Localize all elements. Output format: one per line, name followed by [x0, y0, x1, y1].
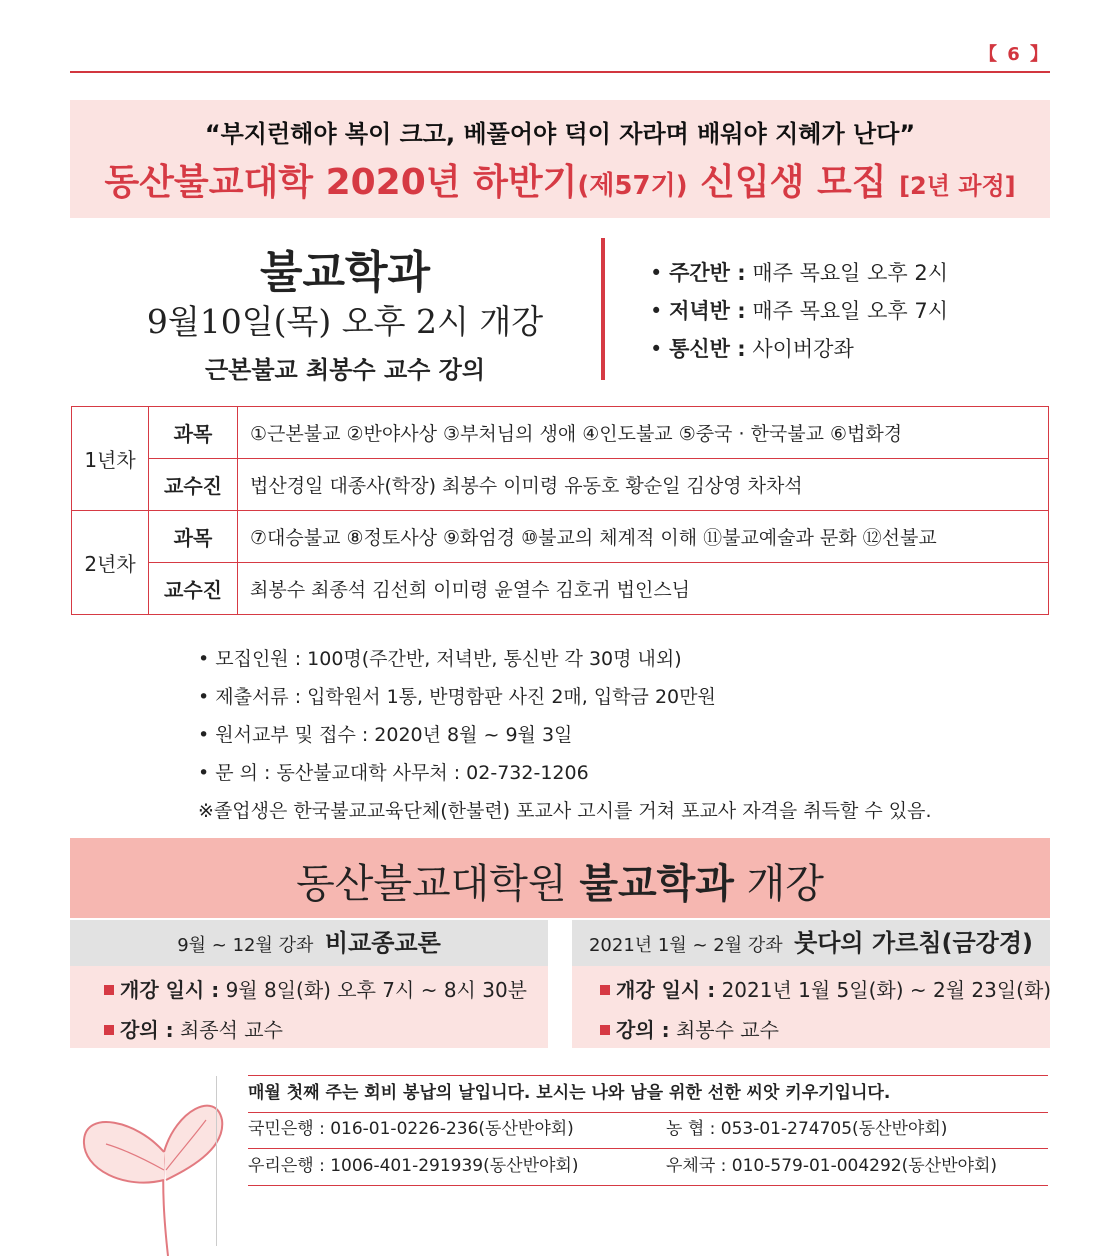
- lecture2-period: 2021년 1월 ~ 2월 강좌: [588, 935, 783, 956]
- top-divider: [70, 71, 1050, 73]
- bank-account-row: [248, 1149, 1048, 1186]
- faculty-label: 교수진: [149, 459, 238, 511]
- info-note: ※졸업생은 한국불교교육단체(한불련) 포교사 고시를 거쳐 포교사 자격을 취득할 수 있음.: [198, 800, 932, 822]
- vertical-divider: [601, 238, 605, 380]
- recruit-headline: [70, 154, 1050, 205]
- admission-info: [198, 640, 932, 830]
- headline-course: [2년 과정]: [899, 172, 1016, 200]
- info-item-application: • 원서교부 및 접수 : 2020년 8월 ~ 9월 3일: [198, 724, 573, 746]
- table-row: [72, 459, 1049, 511]
- lecture2-date: 개강 일시 : 2021년 1월 5일(화) ~ 2월 23일(화): [600, 974, 1051, 1003]
- lecture2-name: 붓다의 가르침(금강경): [794, 929, 1034, 957]
- donation-divider: [216, 1076, 217, 1246]
- bullet-square-icon: [104, 1025, 114, 1035]
- lecture2-details: [572, 966, 1050, 1048]
- lecture1-name: 비교종교론: [324, 929, 441, 957]
- lecture1-date: 개강 일시 : 9월 8일(화) 오후 7시 ~ 8시 30분: [104, 974, 527, 1003]
- year2-label: 2년차: [72, 511, 149, 615]
- table-row: [72, 511, 1049, 563]
- lecture2-lecturer: 강의 : 최봉수 교수: [600, 1014, 779, 1043]
- table-row: [72, 407, 1049, 459]
- department-opening: 9월10일(목) 오후 2시 개강: [146, 302, 544, 341]
- class-item-online: • 통신반 : 사이버강좌: [650, 337, 854, 361]
- class-schedule: [650, 254, 948, 368]
- header-banner: [70, 100, 1050, 218]
- page-number: 【 6 】: [978, 44, 1050, 65]
- lecture1-header: [70, 920, 548, 966]
- year1-label: 1년차: [72, 407, 149, 511]
- account-woori: 우리은행 : 1006-401-291939(동산반야회): [248, 1156, 579, 1176]
- faculty-label: 교수진: [149, 563, 238, 615]
- account-kookmin: 국민은행 : 016-01-0226-236(동산반야회): [248, 1119, 574, 1139]
- headline-term: (제57기): [577, 171, 688, 201]
- bullet-square-icon: [600, 1025, 610, 1035]
- info-item-documents: • 제출서류 : 입학원서 1통, 반명함판 사진 2매, 입학금 20만원: [198, 686, 716, 708]
- curriculum-table: [71, 406, 1049, 615]
- lecture1-period: 9월 ~ 12월 강좌: [177, 935, 314, 956]
- year2-subjects: ⑦대승불교 ⑧정토사상 ⑨화엄경 ⑩불교의 체계적 이해 ⑪불교예술과 문화 ⑫선불교: [238, 511, 1049, 563]
- table-row: [72, 563, 1049, 615]
- lecture1-lecturer: 강의 : 최종석 교수: [104, 1014, 283, 1043]
- account-nonghyup: 농 협 : 053-01-274705(동산반야회): [666, 1119, 948, 1139]
- lecture1-details: [70, 966, 548, 1048]
- graduate-title: 동산불교대학원 불교학과 개강: [296, 861, 824, 907]
- year1-faculty: 법산경일 대종사(학장) 최봉수 이미령 유동호 황순일 김상영 차차석: [238, 459, 1049, 511]
- class-item-evening: • 저녁반 : 매주 목요일 오후 7시: [650, 299, 948, 323]
- subjects-label: 과목: [149, 407, 238, 459]
- bullet-square-icon: [104, 985, 114, 995]
- year1-subjects: ①근본불교 ②반야사상 ③부처님의 생애 ④인도불교 ⑤중국 · 한국불교 ⑥법화경: [238, 407, 1049, 459]
- year2-faculty: 최봉수 최종석 김선희 이미령 윤열수 김호귀 법인스님: [238, 563, 1049, 615]
- info-item-contact: • 문 의 : 동산불교대학 사무처 : 02-732-1206: [198, 762, 589, 784]
- class-item-day: • 주간반 : 매주 목요일 오후 2시: [650, 261, 948, 285]
- department-lecture: 근본불교 최봉수 교수 강의: [204, 356, 486, 384]
- bank-account-row: [248, 1112, 1048, 1149]
- subjects-label: 과목: [149, 511, 238, 563]
- department-title: 불교학과: [259, 247, 430, 298]
- header-quote: “부지런해야 복이 크고, 베풀어야 덕이 자라며 배워야 지혜가 난다”: [204, 120, 916, 148]
- heart-sprout-icon: [76, 1080, 226, 1256]
- graduate-banner: [70, 838, 1050, 918]
- account-post: 우체국 : 010-579-01-004292(동산반야회): [666, 1156, 998, 1176]
- info-item-capacity: • 모집인원 : 100명(주간반, 저녁반, 통신반 각 30명 내외): [198, 648, 682, 670]
- headline-main: 동산불교대학 2020년 하반기: [104, 162, 578, 203]
- lecture2-header: [572, 920, 1050, 966]
- headline-recruit: 신입생 모집: [687, 162, 900, 203]
- bullet-square-icon: [600, 985, 610, 995]
- donation-notice: 매월 첫째 주는 회비 봉납의 날입니다. 보시는 나와 남을 위한 선한 씨앗 키우기입니다.: [248, 1075, 1048, 1113]
